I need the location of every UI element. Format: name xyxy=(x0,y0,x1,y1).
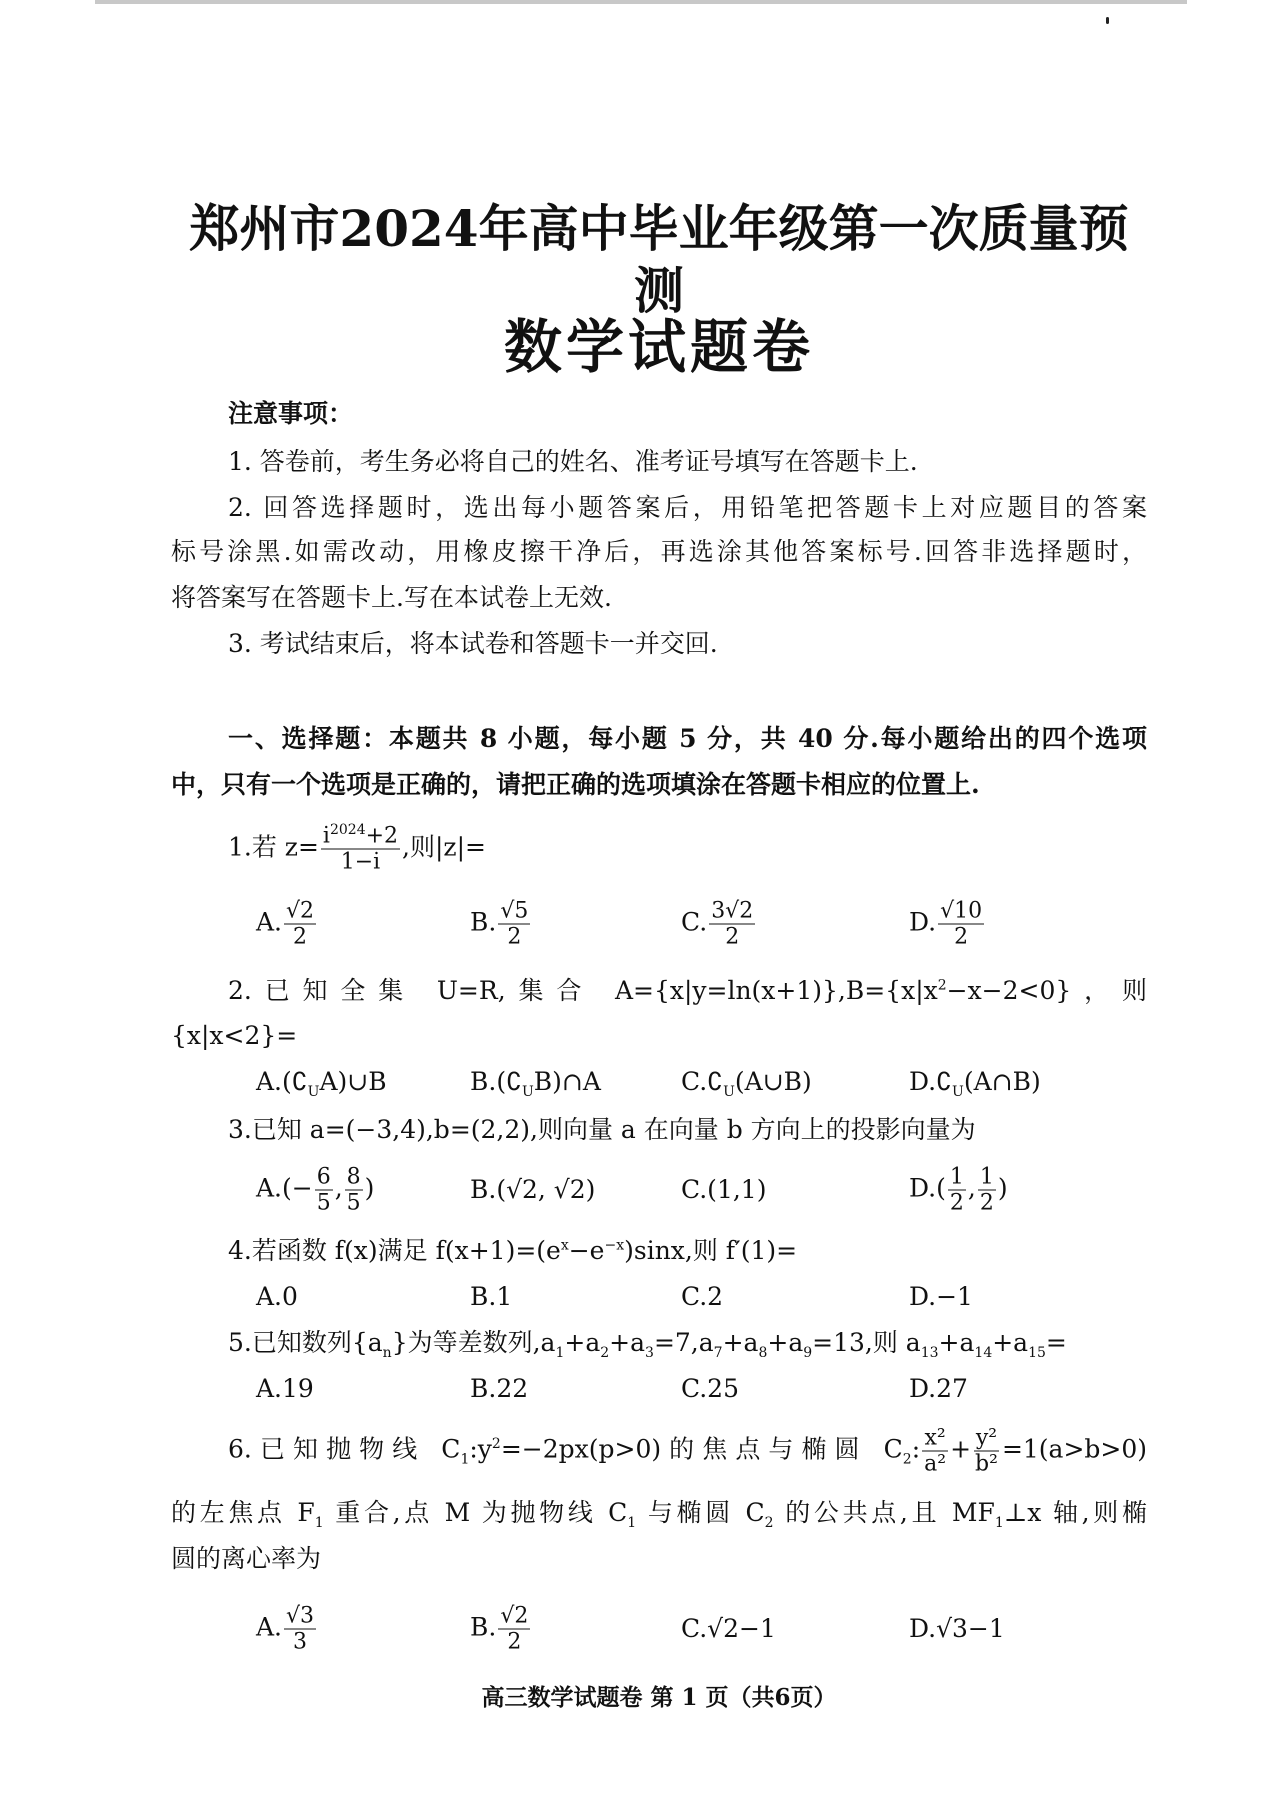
math-text: = xyxy=(1045,1328,1067,1357)
math-text: 1 xyxy=(979,1164,994,1190)
question-2-option-B xyxy=(470,1066,601,1098)
math-text: +a xyxy=(938,1328,975,1357)
question-1-stem xyxy=(228,824,1147,875)
fraction-numerator xyxy=(345,1165,363,1191)
math-text: (A∩B) xyxy=(963,1067,1041,1096)
fraction-denominator xyxy=(973,1452,1000,1477)
math-text: A.(∁ xyxy=(256,1067,308,1096)
scan-speck xyxy=(1106,17,1109,24)
math-text: A)∪B xyxy=(319,1067,387,1096)
math-text: B. xyxy=(470,907,497,937)
notice-heading: 注意事项： xyxy=(228,399,354,428)
question-1-option-B xyxy=(470,899,532,950)
fraction xyxy=(321,824,400,875)
fraction-numerator xyxy=(709,899,755,925)
notice-line: 标号涂黑.如需改动，用橡皮擦干净后，再选涂其他答案标号.回答非选择题时， xyxy=(171,537,1147,566)
subscript: 9 xyxy=(803,1345,813,1361)
math-text: 2 xyxy=(507,924,522,950)
subscript: 15 xyxy=(1028,1345,1046,1361)
fraction-denominator xyxy=(315,1191,333,1216)
fraction xyxy=(709,899,755,950)
math-text: , xyxy=(334,1173,343,1203)
fraction-numerator xyxy=(284,899,316,925)
fraction-numerator xyxy=(978,1165,996,1191)
math-text: 2 xyxy=(293,924,308,950)
fraction-numerator xyxy=(938,899,984,925)
question-6-stem xyxy=(171,1497,1147,1529)
fraction-numerator xyxy=(498,1604,530,1630)
notice-line: 3. 考试结束后，将本试卷和答题卡一并交回. xyxy=(228,629,718,658)
math-text: +a xyxy=(767,1328,804,1357)
math-text: =7,a xyxy=(653,1328,714,1357)
subscript: 14 xyxy=(974,1345,993,1361)
exam-title: 郑州市2024年高中毕业年级第一次质量预测 xyxy=(189,199,1129,320)
subscript: 3 xyxy=(645,1345,654,1361)
question-2-option-D xyxy=(909,1066,1041,1098)
math-text: +a xyxy=(722,1328,759,1357)
notice-line: 2. 回答选择题时，选出每小题答案后，用铅笔把答题卡上对应题目的答案 xyxy=(228,493,1147,522)
question-2-option-C xyxy=(681,1066,812,1098)
math-text: a² xyxy=(924,1451,947,1477)
math-text: =1(a>b>0) xyxy=(1001,1434,1148,1464)
fraction-numerator xyxy=(974,1426,999,1452)
question-6-option-D xyxy=(909,1613,1005,1645)
math-text: :y xyxy=(469,1434,492,1464)
math-text: 3 xyxy=(293,1629,308,1655)
math-text: 2 xyxy=(979,1190,994,1216)
math-text: x² xyxy=(924,1425,946,1451)
math-text: 2 xyxy=(954,924,969,950)
fraction-numerator xyxy=(284,1604,316,1630)
question-6-option-A xyxy=(256,1604,318,1655)
subscript: 1 xyxy=(314,1515,324,1531)
notice-line: 1. 答卷前，考生务必将自己的姓名、准考证号填写在答题卡上. xyxy=(228,447,918,476)
question-4-option-C xyxy=(681,1281,723,1313)
math-text: 与椭圆 C xyxy=(636,1498,765,1527)
math-text: 2.已知全集 U=R,集合 A={x|y=ln(x+1)},B={x|x xyxy=(228,976,938,1005)
superscript: −x xyxy=(604,1237,625,1254)
math-text: √3 xyxy=(286,1603,315,1629)
fraction-denominator xyxy=(505,925,523,950)
question-2-stem xyxy=(228,975,1147,1007)
math-text: 2 xyxy=(507,1629,522,1655)
question-1-option-C xyxy=(681,899,757,950)
math-text: +a xyxy=(992,1328,1029,1357)
question-3-option-D xyxy=(909,1165,1008,1216)
math-text: C.∁ xyxy=(681,1067,724,1096)
fraction-denominator xyxy=(952,925,970,950)
subscript: U xyxy=(521,1084,534,1100)
math-text: √2 xyxy=(500,1603,529,1629)
superscript: 2024 xyxy=(329,822,366,839)
math-text: D. xyxy=(909,907,937,937)
math-text: B)∩A xyxy=(533,1067,601,1096)
math-text: +2 xyxy=(365,823,399,849)
subscript: U xyxy=(952,1084,964,1100)
fraction xyxy=(498,1604,530,1655)
superscript: x xyxy=(560,1237,569,1254)
math-text: D.27 xyxy=(909,1374,968,1403)
fraction xyxy=(345,1165,363,1216)
question-6-stem xyxy=(228,1426,1147,1477)
notice-line: 将答案写在答题卡上.写在本试卷上无效. xyxy=(171,583,612,612)
math-text: B.(√2, √2) xyxy=(470,1175,596,1204)
question-4-option-A xyxy=(256,1281,298,1313)
fraction xyxy=(284,1604,316,1655)
question-6-option-C xyxy=(681,1613,776,1645)
question-5-option-D xyxy=(909,1373,968,1405)
fraction-numerator xyxy=(922,1426,947,1452)
math-text: 3.已知 a=(−3,4),b=(2,2),则向量 a 在向量 b 方向上的投影向量为 xyxy=(228,1115,976,1144)
math-text: −x−2<0}，则 xyxy=(946,976,1147,1005)
subscript: U xyxy=(307,1084,320,1100)
superscript: 2 xyxy=(491,1436,501,1453)
subscript: 2 xyxy=(764,1515,774,1531)
math-text: + xyxy=(950,1434,972,1464)
question-4-option-D xyxy=(909,1281,973,1313)
fraction-denominator xyxy=(922,1452,948,1477)
section-instructions: 中，只有一个选项是正确的，请把正确的选项填涂在答题卡相应的位置上. xyxy=(171,770,980,799)
math-text: A.0 xyxy=(256,1282,298,1311)
page-footer: 高三数学试题卷 第 1 页（共6页） xyxy=(481,1684,837,1711)
math-text: ) xyxy=(997,1173,1008,1203)
fraction-numerator xyxy=(498,899,530,925)
exam-subtitle: 数学试题卷 xyxy=(503,313,814,381)
subscript: 13 xyxy=(920,1345,939,1361)
subscript: 2 xyxy=(600,1345,610,1361)
subscript: U xyxy=(723,1084,735,1100)
subscript: 2 xyxy=(902,1451,912,1468)
fraction-denominator xyxy=(505,1630,523,1655)
question-3-option-B xyxy=(470,1174,595,1206)
question-3-option-A xyxy=(256,1165,374,1216)
question-5-option-C xyxy=(681,1373,739,1405)
fraction-numerator xyxy=(948,1165,966,1191)
question-6-stem xyxy=(171,1543,1147,1575)
fraction-denominator xyxy=(291,1630,309,1655)
question-4-stem xyxy=(228,1235,1147,1267)
math-text: B.(∁ xyxy=(470,1067,522,1096)
math-text: 6.已知抛物线 C xyxy=(228,1434,461,1464)
math-text: 6 xyxy=(316,1164,331,1190)
math-text: 圆的离心率为 xyxy=(171,1544,322,1573)
math-text: ,则|z|= xyxy=(402,832,486,862)
math-text: 1−i xyxy=(340,849,381,875)
math-text: √2 xyxy=(286,898,315,924)
question-2-stem xyxy=(171,1020,1147,1052)
math-text: A.(− xyxy=(256,1173,313,1203)
math-text: ) xyxy=(364,1173,375,1203)
math-text: A. xyxy=(256,907,283,937)
math-text: =13,则 a xyxy=(812,1328,921,1357)
scan-border-line xyxy=(95,0,1187,4)
math-text: , xyxy=(967,1173,976,1203)
math-text: 2 xyxy=(949,1190,964,1216)
math-text: A.19 xyxy=(256,1374,314,1403)
fraction-denominator xyxy=(345,1191,363,1216)
question-1-option-A xyxy=(256,899,318,950)
math-text: i xyxy=(322,823,330,849)
math-text: +a xyxy=(609,1328,646,1357)
math-text: B. xyxy=(470,1612,497,1642)
math-text: D.−1 xyxy=(909,1282,973,1311)
fraction xyxy=(498,899,530,950)
subscript: 7 xyxy=(713,1345,723,1361)
math-text: D.∁ xyxy=(909,1067,953,1096)
fraction-numerator xyxy=(315,1165,333,1191)
question-3-stem xyxy=(228,1114,1147,1146)
subscript: 1 xyxy=(460,1451,470,1468)
math-text: C.2 xyxy=(681,1282,724,1311)
fraction-numerator xyxy=(321,824,400,850)
math-text: B.22 xyxy=(470,1374,529,1403)
subscript: 1 xyxy=(555,1345,565,1361)
math-text: : xyxy=(911,1434,921,1464)
math-text: 的公共点,且 MF xyxy=(773,1498,995,1527)
math-text: C. xyxy=(681,907,708,937)
fraction-denominator xyxy=(948,1191,966,1216)
math-text: 的左焦点 F xyxy=(171,1498,315,1527)
fraction xyxy=(973,1426,1000,1477)
fraction-denominator xyxy=(291,925,309,950)
math-text: (A∪B) xyxy=(734,1067,812,1096)
math-text: 3√2 xyxy=(711,898,754,924)
question-6-option-B xyxy=(470,1604,532,1655)
subscript: 1 xyxy=(627,1515,637,1531)
math-text: }为等差数列,a xyxy=(391,1328,556,1357)
math-text: ⊥x 轴,则椭 xyxy=(1003,1498,1147,1527)
subscript: 8 xyxy=(758,1345,768,1361)
question-5-option-A xyxy=(256,1373,314,1405)
math-text: +a xyxy=(564,1328,601,1357)
math-text: y² xyxy=(975,1425,998,1451)
fraction-denominator xyxy=(978,1191,996,1216)
fraction xyxy=(315,1165,333,1216)
math-text: 4.若函数 f(x)满足 f(x+1)=(e xyxy=(228,1236,561,1265)
math-text: √5 xyxy=(500,898,529,924)
math-text: √10 xyxy=(940,898,983,924)
superscript: 2 xyxy=(937,977,947,994)
math-text: C.25 xyxy=(681,1374,739,1403)
fraction-denominator xyxy=(339,850,382,875)
fraction-denominator xyxy=(723,925,741,950)
math-text: D.( xyxy=(909,1173,946,1203)
math-text: 1.若 z= xyxy=(228,832,319,862)
math-text: D.√3−1 xyxy=(909,1614,1005,1643)
math-text: {x|x<2}= xyxy=(171,1021,298,1050)
math-text: b² xyxy=(975,1451,998,1477)
fraction xyxy=(922,1426,948,1477)
question-5-stem xyxy=(228,1327,1147,1359)
math-text: 5 xyxy=(316,1190,331,1216)
question-3-option-C xyxy=(681,1174,766,1206)
subscript: 1 xyxy=(994,1515,1004,1531)
math-text: −e xyxy=(568,1236,605,1265)
question-1-option-D xyxy=(909,899,986,950)
math-text: 1 xyxy=(949,1164,964,1190)
fraction xyxy=(978,1165,996,1216)
math-text: 2 xyxy=(725,924,740,950)
fraction xyxy=(938,899,984,950)
math-text: 5.已知数列{a xyxy=(228,1328,383,1357)
math-text: B.1 xyxy=(470,1282,513,1311)
math-text: A. xyxy=(256,1612,283,1642)
math-text: 8 xyxy=(346,1164,361,1190)
math-text: )sinx,则 f′(1)= xyxy=(624,1236,798,1265)
math-text: 5 xyxy=(346,1190,361,1216)
question-2-option-A xyxy=(256,1066,387,1098)
subscript: n xyxy=(382,1345,392,1361)
question-4-option-B xyxy=(470,1281,512,1313)
fraction xyxy=(284,899,316,950)
math-text: 重合,点 M 为抛物线 C xyxy=(323,1498,628,1527)
math-text: C.√2−1 xyxy=(681,1614,776,1643)
question-5-option-B xyxy=(470,1373,528,1405)
section-instructions: 一、选择题：本题共 8 小题，每小题 5 分，共 40 分.每小题给出的四个选项 xyxy=(228,724,1147,753)
fraction xyxy=(948,1165,966,1216)
math-text: =−2px(p>0)的焦点与椭圆 C xyxy=(500,1434,903,1464)
math-text: C.(1,1) xyxy=(681,1175,767,1204)
